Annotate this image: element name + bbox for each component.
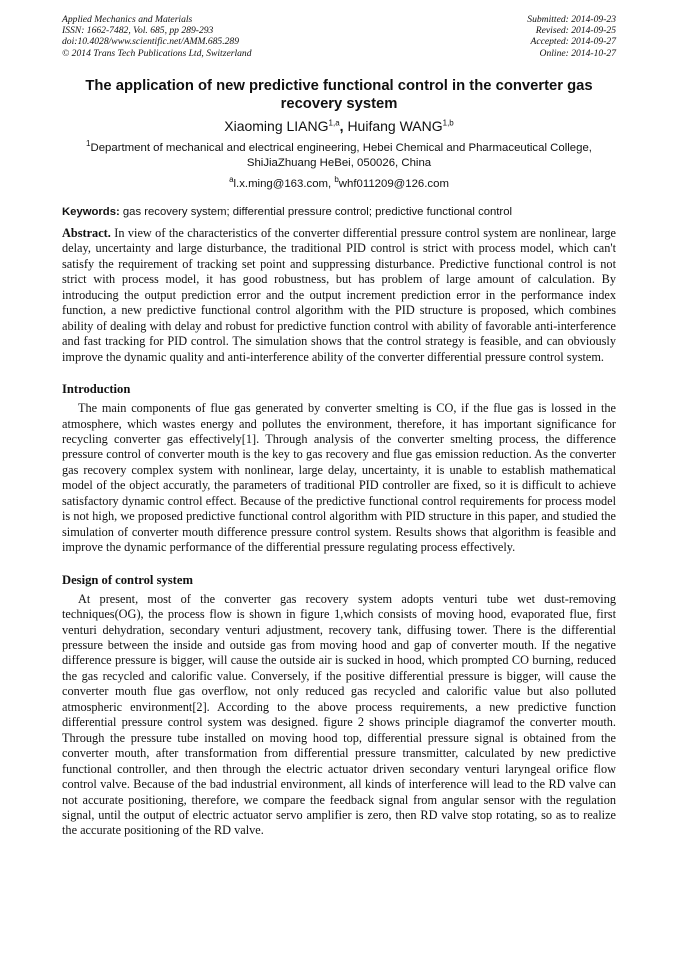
email-superscript: b <box>334 175 339 185</box>
section-paragraph: The main components of flue gas generated by converter smelting is CO, if the flue gas is lossed in the atmosphere, which wastes energy and pollutes the environment, therefore, it has important significance for recycling converter gas effectively[1]. Through analysis of the converter smelting process, the difference pressure control of converter mouth is the key to gas recovery and flue gas emission reduction. As the converter gas recovery complex system with nonlinear, large delay, uncertainty, it is unable to establish mathematical model of the object accuratly, the parameters of traditional PID controller are fixed, so it is difficult to achieve satisfactory dynamic control effect. Because of the predictive functional control requirements for process model is not high, we proposed predictive functional control algorithm with PID structure in this paper, and studied the simulation of converter mouth difference pressure control system. Results shows that algorithm is feasible and improve the dynamic performance of the differential pressure regulating process effectively. <box>62 401 616 555</box>
author-separator: , <box>339 117 344 134</box>
date-accepted: Accepted: 2014-09-27 <box>530 36 616 48</box>
keywords-label: Keywords: <box>62 206 120 218</box>
author-superscript: 1,b <box>442 118 454 128</box>
journal-header <box>62 14 616 59</box>
affiliation <box>62 141 616 172</box>
journal-issn: ISSN: 1662-7482, Vol. 685, pp 289-293 <box>62 25 214 37</box>
author-name: Huifang WANG <box>347 117 443 134</box>
journal-copyright: © 2014 Trans Tech Publications Ltd, Switzerland <box>62 47 252 59</box>
author-emails <box>62 177 616 191</box>
section-heading: Design of control system <box>62 572 193 587</box>
email-link[interactable]: whf011209@126.com <box>338 178 449 190</box>
submission-dates <box>527 14 616 59</box>
date-online: Online: 2014-10-27 <box>539 47 616 59</box>
section-paragraph: At present, most of the converter gas recovery system adopts venturi tube wet dust-removing techniques(OG), the process flow is shown in figure 1,which consists of moving hood, evaporated flue, first venturi dehydration, secondary venturi adjustment, recovery tank, diffusing tower. There is the differential pressure between the inside and outside gas from moving hood and gap of converter mouth. If the negative difference pressure is bigger, will cause the outside air is sucked in hood, which prompted CO burning, reduced the gas recycled and calorific value. Conversely, if the positive differential pressure is bigger, will cause the converter mouth flue gas overflow, not only reduced gas recycled and calorific value but also polluted atmospheric environment[2]. According to the above process requirements, a new predictive function differential pressure control system was designed. figure 2 shows principle diagramof the converter mouth. Through the pressure tube installed on moving hood top, differential pressure signal is obtained from the converter mouth, after transformation from differential pressure transmitter, calculated by new predictive functional controller, and then through the electric actuator driven secondary venturi laryngeal orifice flow control valve. Because of the bad industrial environment, all kinds of interference will lead to the RD valve can not accurate positioning, therefore, we compare the feedback signal from angular sensor with the regulation signal, until the output of electric actuator servo amplifier is zero, then RD valve stop rotating, so as to realize the accurate positioning of the RD valve. <box>62 591 616 838</box>
affiliation-text: Department of mechanical and electrical engineering, Hebei Chemical and Pharmaceutical College, ShiJiaZhuang HeBei, 050026, China <box>90 141 592 170</box>
journal-doi[interactable]: doi:10.4028/www.scientific.net/AMM.685.289 <box>62 36 240 48</box>
paper-title: The application of new predictive functional control in the converter gas recovery system <box>85 77 593 112</box>
journal-info <box>62 14 252 59</box>
abstract-label: Abstract. <box>62 226 111 240</box>
section-heading: Introduction <box>62 382 131 397</box>
author-superscript: 1,a <box>328 118 340 128</box>
email-superscript: a <box>229 175 234 185</box>
author-name: Xiaoming LIANG <box>224 117 329 134</box>
keywords-text: gas recovery system; differential pressure control; predictive functional control <box>119 206 512 218</box>
abstract <box>62 226 616 365</box>
date-revised: Revised: 2014-09-25 <box>535 25 616 37</box>
author-list <box>62 117 616 135</box>
date-submitted: Submitted: 2014-09-23 <box>527 14 616 25</box>
keywords <box>62 205 616 219</box>
affiliation-superscript: 1 <box>86 139 91 149</box>
email-link[interactable]: l.x.ming@163.com, <box>233 178 335 190</box>
journal-name: Applied Mechanics and Materials <box>62 14 193 25</box>
abstract-text: In view of the characteristics of the converter differential pressure control system are nonlinear, large delay, uncertainty and large disturbance, the traditional PID control is strict with process model, which can't satisfy the requirement of tracking set point and suppressing disturbance. Predictive functional control is not strict with process model, it has good robustness, but has problem of large amount of calculation. By introducing the output prediction error and the output increment prediction error in the performance index function, a new predictive functional control algorithm with the PID structure is proposed, which combines ability of dealing with delay and robust for predictive function control with ability of favorable anti-interference and fast tracking for PID control. The simulation shows that the control strategy is feasible, and can obviously improve the dynamic quality and anti-interference ability of the converter differential pressure control system. <box>62 226 616 364</box>
